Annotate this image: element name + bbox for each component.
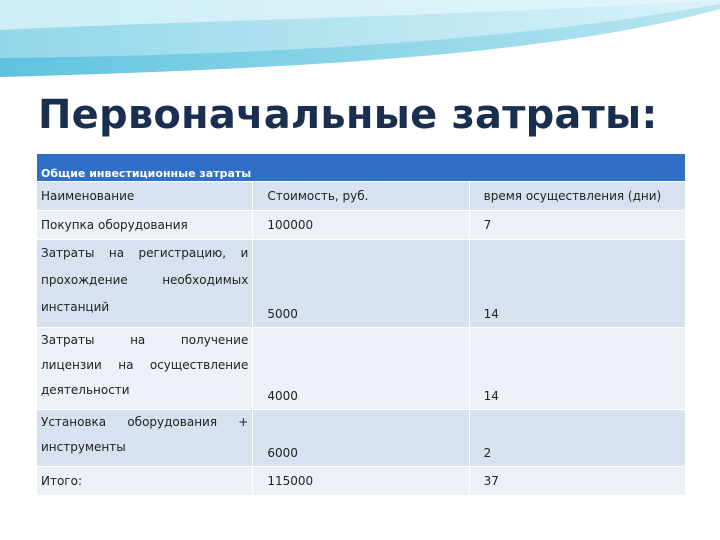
row-cost: 5000 <box>253 240 469 328</box>
row-name: Затраты на регистрацию, и прохождение необходимых инстанций <box>37 240 253 328</box>
table-row <box>37 240 686 328</box>
row-name: Установка оборудования + инструменты <box>37 410 253 467</box>
table-caption-row <box>37 154 686 182</box>
table-header-row <box>37 182 686 211</box>
column-header-cost: Стоимость, руб. <box>253 182 469 211</box>
row-cost: 115000 <box>253 467 469 496</box>
row-name: Затраты на получение лицензии на осуществление деятельности <box>37 328 253 410</box>
row-name: Покупка оборудования <box>37 211 253 240</box>
row-cost: 100000 <box>253 211 469 240</box>
row-days: 14 <box>469 240 685 328</box>
investment-costs-table <box>36 153 686 496</box>
row-cost: 4000 <box>253 328 469 410</box>
row-days: 2 <box>469 410 685 467</box>
row-name: Итого: <box>37 467 253 496</box>
table-row-total <box>37 467 686 496</box>
row-days: 37 <box>469 467 685 496</box>
header-wave-decoration <box>0 0 720 90</box>
column-header-days: время осуществления (дни) <box>469 182 685 211</box>
row-days: 14 <box>469 328 685 410</box>
slide-title: Первоначальные затраты: <box>38 92 658 138</box>
row-days: 7 <box>469 211 685 240</box>
table-row <box>37 328 686 410</box>
column-header-name: Наименование <box>37 182 253 211</box>
row-cost: 6000 <box>253 410 469 467</box>
table-row <box>37 410 686 467</box>
table-caption: Общие инвестиционные затраты <box>37 154 686 182</box>
table-row <box>37 211 686 240</box>
